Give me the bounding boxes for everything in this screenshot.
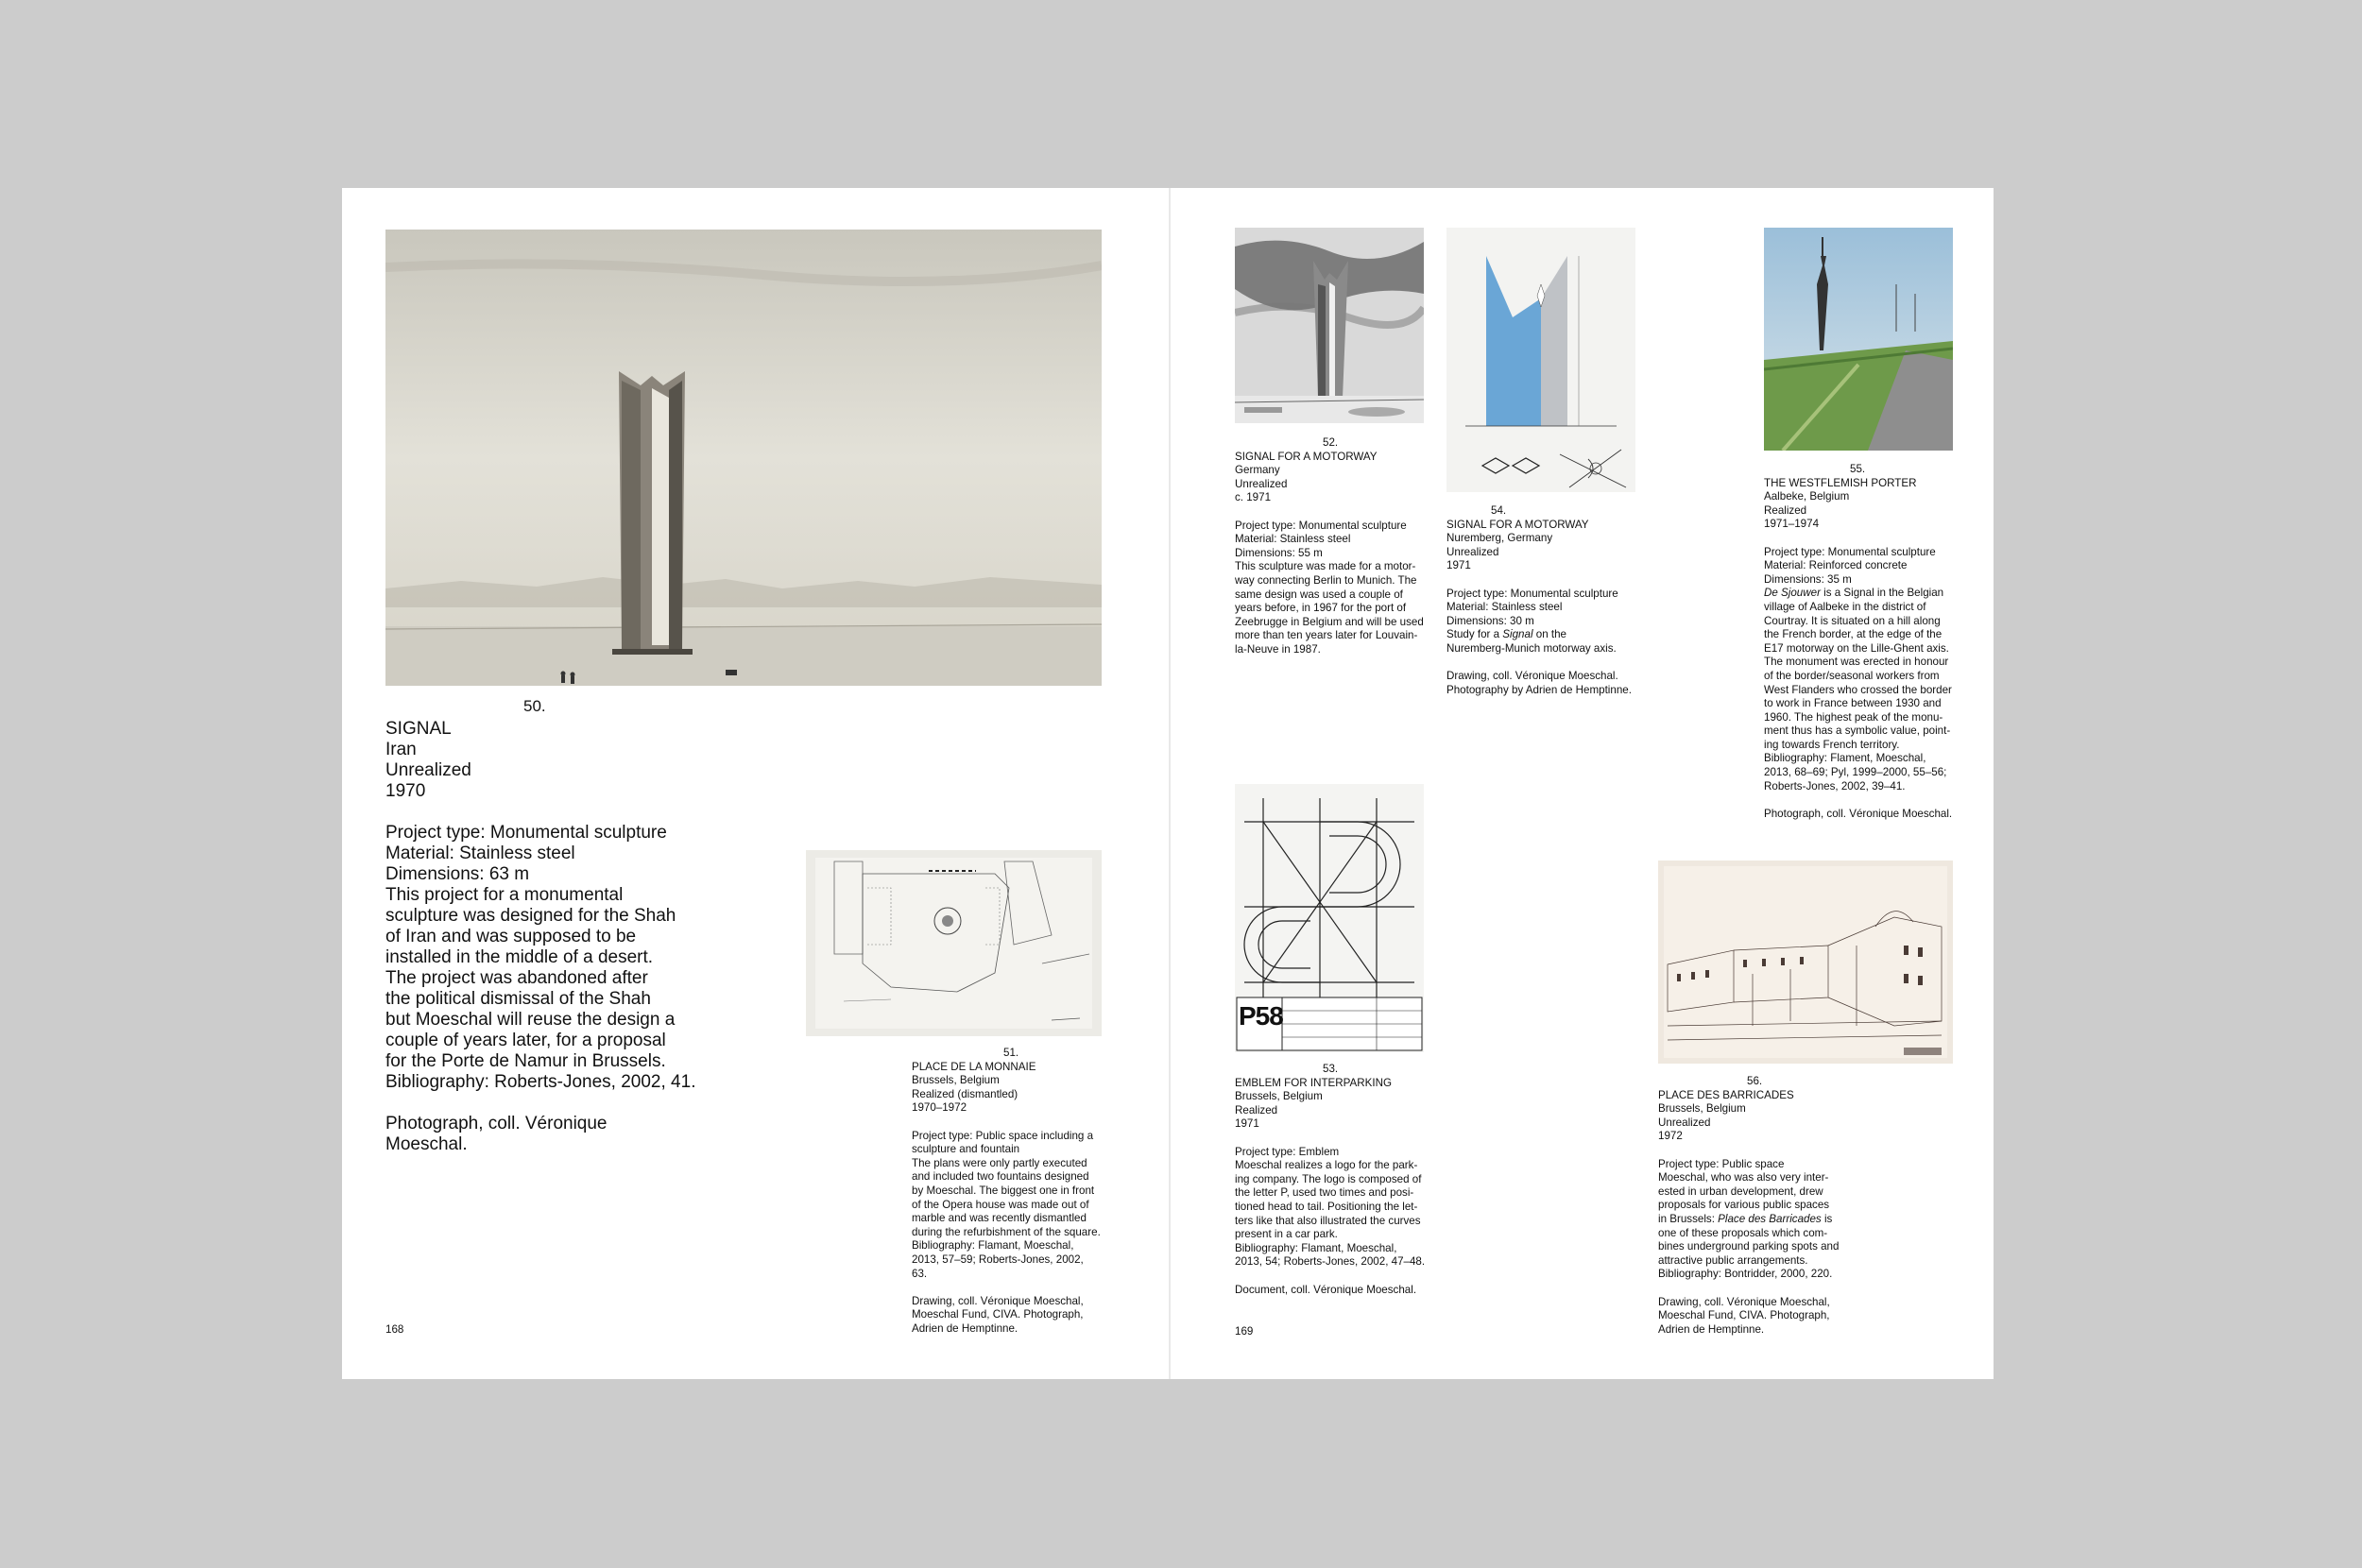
entry-56-body bbox=[1658, 1158, 1866, 1282]
entry-50-credit: Photograph, coll. Véronique Moeschal. bbox=[385, 1114, 608, 1154]
entry-52-place: Germany bbox=[1235, 464, 1280, 477]
entry-50-status: Unrealized bbox=[385, 760, 471, 780]
left-page-number: 168 bbox=[385, 1323, 404, 1336]
entry-52-number: 52. bbox=[1323, 436, 1339, 449]
entry-53-status: Realized bbox=[1235, 1103, 1278, 1116]
place-de-la-monnaie-drawing bbox=[806, 850, 1102, 1036]
entry-56-credit: Drawing, coll. Véronique Moeschal, Moeschal Fund, CIVA. Photograph, Adrien de Hemptinne. bbox=[1658, 1295, 1830, 1336]
entry-55-credit: Photograph, coll. Véronique Moeschal. bbox=[1764, 807, 1953, 820]
entry-54-body bbox=[1446, 588, 1650, 656]
entry-53-place: Brussels, Belgium bbox=[1235, 1090, 1323, 1103]
entry-53-caption bbox=[1235, 1063, 1438, 1297]
entry-52-year: c. 1971 bbox=[1235, 491, 1272, 504]
entry-54-credit: Drawing, coll. Véronique Moeschal. Photography by Adrien de Hemptinne. bbox=[1446, 670, 1632, 696]
entry-51-status: Realized (dismantled) bbox=[912, 1087, 1018, 1100]
entry-50-place: Iran bbox=[385, 740, 417, 759]
entry-50-title: SIGNAL bbox=[385, 719, 452, 739]
signal-motorway-nuremberg-drawing bbox=[1446, 228, 1635, 492]
entry-53-credit: Document, coll. Véronique Moeschal. bbox=[1235, 1283, 1417, 1296]
entry-51-number: 51. bbox=[1003, 1047, 1019, 1059]
entry-55-body-lead: Project type: Monumental sculpture Material: Reinforced concrete Dimensions: 35 m bbox=[1764, 545, 1936, 586]
entry-55-body bbox=[1764, 546, 1967, 794]
entry-52-title: SIGNAL FOR A MOTORWAY bbox=[1235, 450, 1378, 463]
entry-56-caption bbox=[1658, 1075, 1866, 1337]
entry-56-body-after: is one of these proposals which com- bines underground parking spots and attractive public arrangements. Bibliography: Bontridder, 2000, 220. bbox=[1658, 1212, 1840, 1281]
entry-53-year: 1971 bbox=[1235, 1117, 1259, 1131]
entry-56-body-italic: Place des Barricades bbox=[1718, 1212, 1822, 1225]
entry-56-year: 1972 bbox=[1658, 1130, 1683, 1143]
entry-54-year: 1971 bbox=[1446, 559, 1471, 572]
entry-54-body-after: on the Nuremberg-Munich motorway axis. bbox=[1446, 628, 1617, 655]
signal-iran-photo bbox=[385, 230, 1102, 686]
entry-50-body: Project type: Monumental sculpture Material: Stainless steel Dimensions: 63 m This project for a monumental sculpture was designed for the Shah of Iran and was supposed to be installed in the middle of a desert. The project was abandoned after the political dismissal of the Shah but Moeschal will reuse the design a couple of years later, for a proposal for the Porte de Namur in Brussels. Bibliography: Roberts-Jones, 2002, 41. bbox=[385, 823, 696, 1092]
entry-54-caption bbox=[1446, 504, 1650, 697]
entry-51-place: Brussels, Belgium bbox=[912, 1074, 1000, 1087]
interparking-stamp-number: P58 bbox=[1239, 1001, 1283, 1031]
entry-53-title: EMBLEM FOR INTERPARKING bbox=[1235, 1076, 1392, 1089]
right-page-number: 169 bbox=[1235, 1325, 1254, 1338]
westflemish-porter-photo bbox=[1764, 228, 1953, 451]
entry-55-place: Aalbeke, Belgium bbox=[1764, 490, 1850, 503]
entry-52-body: Project type: Monumental sculpture Material: Stainless steel Dimensions: 55 m This sculpture was made for a motor- way connecting Berlin to Munich. The same design was used a couple of years before, in 1967 for the port of Zeebrugge in Belgium and will be used more than ten years later for Louvain- la-Neuve in 1987. bbox=[1235, 519, 1424, 656]
entry-55-title: THE WESTFLEMISH PORTER bbox=[1764, 476, 1917, 489]
entry-56-title: PLACE DES BARRICADES bbox=[1658, 1088, 1794, 1101]
entry-55-year: 1971–1974 bbox=[1764, 518, 1820, 531]
entry-56-body-before: Project type: Public space Moeschal, who was also very inter- ested in urban development, drew proposals for various public spaces in Brussels: bbox=[1658, 1157, 1830, 1225]
left-page bbox=[342, 188, 1169, 1379]
entry-53-body: Project type: Emblem Moeschal realizes a logo for the park- ing company. The logo is composed of the letter P, used two times and posi- tioned head to tail. Positioning the let- ters like that also illustrated the curves present in a car park. Bibliography: Flamant, Moeschal, 2013, 54; Roberts-Jones, 2002, 47–48. bbox=[1235, 1145, 1426, 1269]
entry-51-title: PLACE DE LA MONNAIE bbox=[912, 1060, 1036, 1073]
entry-56-number: 56. bbox=[1747, 1075, 1763, 1087]
entry-53-number: 53. bbox=[1323, 1063, 1339, 1075]
entry-55-body-after: is a Signal in the Belgian village of Aalbeke in the district of Courtray. It is situated on a hill along the French border, at the edge of the E17 motorway on the Lille-Ghent axis. The monument was erected in honour of the border/seasonal workers from West Flanders who crossed the border to work in France between 1930 and 1960. The highest peak of the monu- ment thus has a symbolic value, point- ing towards French territory. Bibliography: Flament, Moeschal, 2013, 68–69; Pyl, 1999–2000, 55–56; Roberts-Jones, 2002, 39–41. bbox=[1764, 587, 1952, 793]
entry-51-year: 1970–1972 bbox=[912, 1101, 967, 1115]
entry-56-place: Brussels, Belgium bbox=[1658, 1102, 1746, 1116]
entry-55-number: 55. bbox=[1850, 463, 1866, 475]
entry-54-title: SIGNAL FOR A MOTORWAY bbox=[1446, 518, 1589, 531]
entry-54-body-italic: Signal bbox=[1502, 628, 1533, 641]
entry-50-number: 50. bbox=[523, 697, 546, 715]
entry-55-caption bbox=[1764, 463, 1967, 821]
entry-52-caption bbox=[1235, 436, 1429, 657]
entry-52-status: Unrealized bbox=[1235, 477, 1288, 490]
interparking-emblem-document bbox=[1235, 784, 1424, 1052]
entry-51-caption bbox=[912, 1047, 1105, 1336]
right-page bbox=[1171, 188, 1994, 1379]
entry-55-status: Realized bbox=[1764, 503, 1807, 517]
entry-54-place: Nuremberg, Germany bbox=[1446, 532, 1553, 545]
entry-50-year: 1970 bbox=[385, 781, 426, 801]
entry-55-body-italic: De Sjouwer bbox=[1764, 587, 1821, 600]
entry-54-body-before: Project type: Monumental sculpture Material: Stainless steel Dimensions: 30 m Study for a bbox=[1446, 587, 1618, 641]
entry-50-caption bbox=[385, 719, 697, 1155]
entry-54-number: 54. bbox=[1491, 504, 1507, 517]
place-des-barricades-drawing bbox=[1658, 861, 1953, 1064]
entry-54-status: Unrealized bbox=[1446, 545, 1499, 558]
signal-motorway-germany-drawing bbox=[1235, 228, 1424, 423]
entry-51-credit: Drawing, coll. Véronique Moeschal, Moeschal Fund, CIVA. Photograph, Adrien de Hemptinne. bbox=[912, 1294, 1084, 1335]
entry-51-body: Project type: Public space including a sculpture and fountain The plans were only partly executed and included two fountains designed by Moeschal. The biggest one in front of the Opera house was made out of marble and was recently dismantled during the refurbishment of the square. Bibliography: Flamant, Moeschal, 2013, 57–59; Roberts-Jones, 2002, 63. bbox=[912, 1129, 1101, 1280]
entry-56-status: Unrealized bbox=[1658, 1116, 1711, 1129]
